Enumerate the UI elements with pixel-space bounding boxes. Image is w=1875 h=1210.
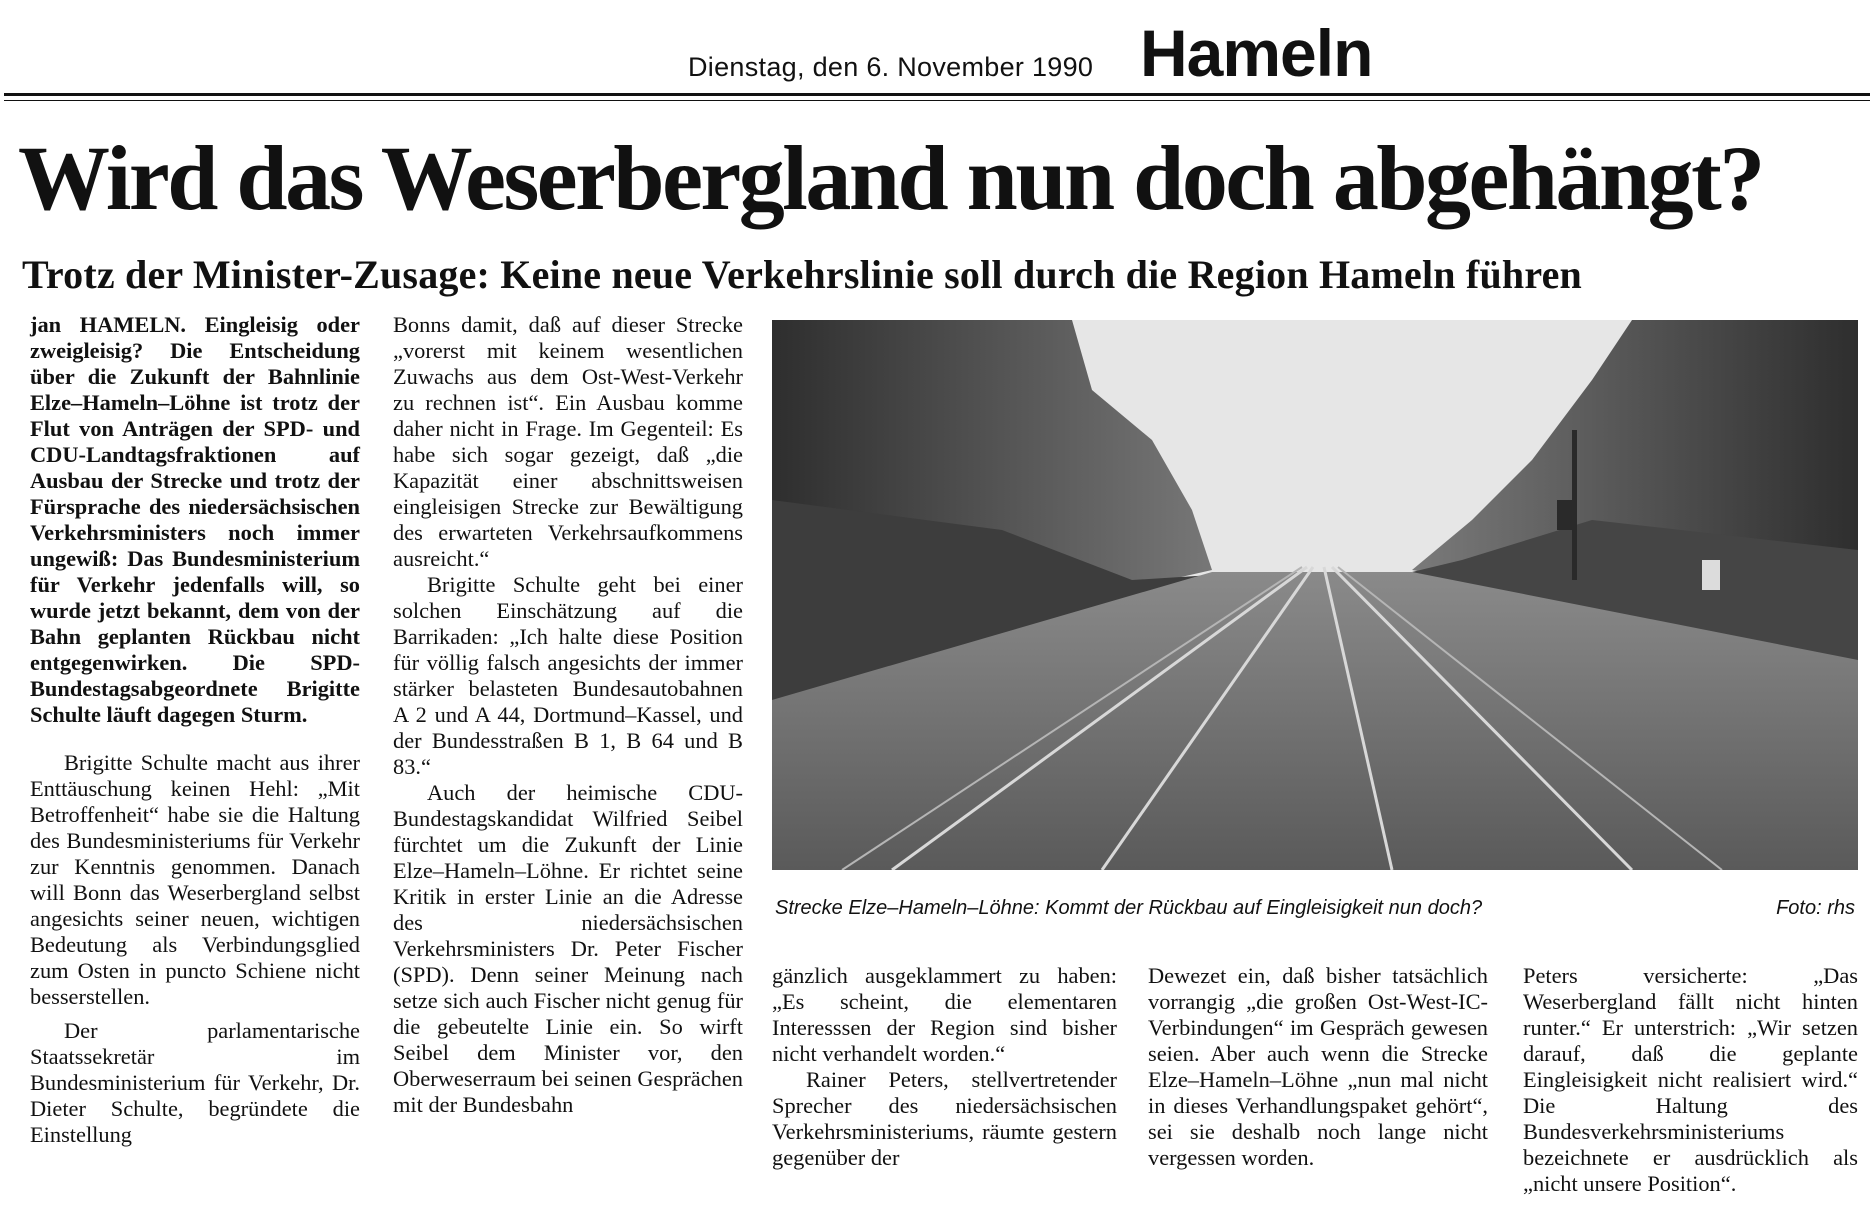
article-paragraph: Auch der heimische CDU-Bundestagskandidat Wilfried Seibel fürchtet um die Zukunft der Linie Elze–Hameln–Löhne. Er richtet seine Kritik in erster Linie an die Adresse des niedersächsischen Verkehrsministers Dr. Peter Fischer (SPD). Denn seiner Meinung nach setze sich auch Fischer nicht genug für die gebeutelte Linie ein. So wirft Seibel dem Minister vor, den Oberweserraum bei seinen Gesprächen mit der Bundesbahn: [393, 780, 744, 1117]
issue-date: Dienstag, den 6. November 1990: [688, 52, 1094, 82]
text-column-5: [1523, 963, 1858, 1197]
article-headline: Wird das Weserbergland nun doch abgehängt?: [18, 127, 1763, 229]
photo-credit: Foto: rhs: [1776, 897, 1855, 919]
photo-caption: Strecke Elze–Hameln–Löhne: Kommt der Rückbau auf Eingleisigkeit nun doch?: [775, 897, 1483, 919]
section-title: Hameln: [1140, 16, 1373, 90]
article-lead: jan HAMELN. Eingleisig oder zweigleisig? Die Entscheidung über die Zukunft der Bahnlinie Elze–Hameln–Löhne ist trotz der Flut von Anträgen der SPD- und CDU-Landtagsfraktionen auf Ausbau der Strecke und trotz der Fürsprache des niedersächsischen Verkehrsministers noch immer ungewiß: Das Bundesministerium für Verkehr jedenfalls will, so wurde jetzt bekannt, dem von der Bahn geplanten Rückbau nicht entgegenwirken. Die SPD-Bundestagsabgeordnete Brigitte Schulte läuft dagegen Sturm.: [30, 312, 360, 727]
article-paragraph: Brigitte Schulte geht bei einer solchen Einschätzung auf die Barrikaden: „Ich halte diese Position für völlig falsch angesichts der immer stärker belasteten Bundesautobahnen A 2 und A 44, Dortmund–Kassel, und der Bundesstraßen B 1, B 64 und B 83.“: [393, 572, 743, 779]
text-column-1: [30, 312, 360, 1148]
masthead-rule-thin: [4, 100, 1870, 101]
article-paragraph: gänzlich ausgeklammert zu haben: „Es scheint, die elementaren Interesssen der Region sind bisher nicht verhandelt worden.“: [772, 963, 1117, 1066]
railway-photo: [772, 320, 1858, 870]
article-subheadline: Trotz der Minister-Zusage: Keine neue Verkehrslinie soll durch die Region Hameln führen: [22, 252, 1582, 297]
article-paragraph: Rainer Peters, stellvertretender Sprecher des niedersächsischen Verkehrsministeriums, räumte gestern gegenüber der: [772, 1067, 1117, 1170]
railway-photo-illustration: [772, 320, 1858, 870]
text-column-3: [772, 963, 1117, 1171]
masthead: [0, 0, 1875, 95]
article-paragraph: Der parlamentarische Staatssekretär im Bundesministerium für Verkehr, Dr. Dieter Schulte, begründete die Einstellung: [30, 1018, 360, 1147]
article-paragraph: Peters versicherte: „Das Weserbergland fällt nicht hinten runter.“ Er unterstrich: „Wir setzen darauf, daß die geplante Eingleisigkeit nicht realisiert wird.“ Die Haltung des Bundesverkehrsministeriums bezeichnete er ausdrücklich als „nicht unsere Position“.: [1523, 963, 1858, 1196]
text-column-4: [1148, 963, 1488, 1171]
article-paragraph: Dewezet ein, daß bisher tatsächlich vorrangig „die großen Ost-West-IC-Verbindungen“ im Gespräch gewesen seien. Aber auch wenn die Strecke Elze–Hameln–Löhne „nun mal nicht in dieses Verhandlungspaket gehört“, sei sie deshalb noch lange nicht vergessen worden.: [1148, 963, 1488, 1170]
masthead-rule: [4, 93, 1870, 96]
article-paragraph: Brigitte Schulte macht aus ihrer Enttäuschung keinen Hehl: „Mit Betroffenheit“ habe sie die Haltung des Bundesministeriums für Verkehr zur Kenntnis genommen. Danach will Bonn das Weserbergland selbst angesichts seiner neuen, wichtigen Bedeutung als Verbindungsglied zum Osten in puncto Schiene nicht besserstellen.: [30, 750, 360, 1009]
photo-caption-row: [775, 896, 1855, 920]
article-paragraph: Bonns damit, daß auf dieser Strecke „vorerst mit keinem wesentlichen Zuwachs aus dem Ost-West-Verkehr zu rechnen ist“. Ein Ausbau komme daher nicht in Frage. Im Gegenteil: Es habe sich sogar gezeigt, daß „die Kapazität einer abschnittsweisen eingleisigen Strecke zur Bewältigung des erwarteten Verkehrsaufkommens ausreicht.“: [393, 312, 743, 571]
text-column-2: [393, 312, 743, 1118]
